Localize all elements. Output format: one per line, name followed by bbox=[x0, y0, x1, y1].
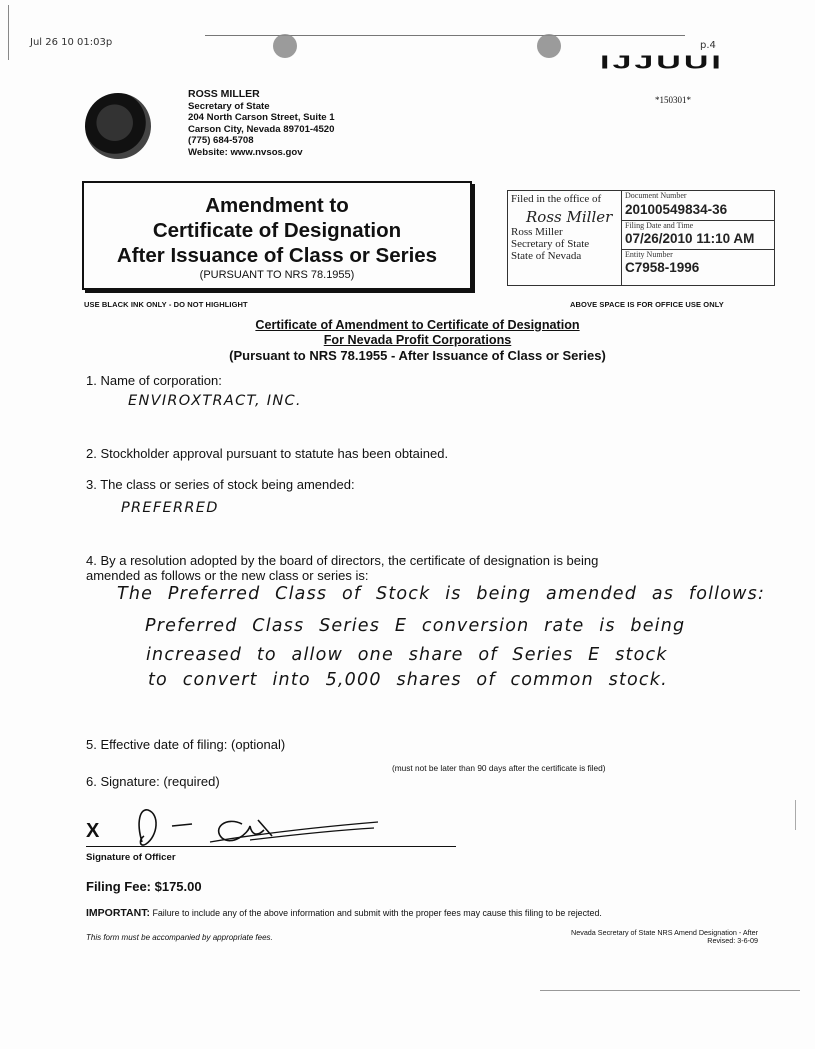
item-1-corporation-name: ENVIROXTRACT, INC. bbox=[128, 393, 302, 409]
item-6-label: 6. Signature: (required) bbox=[86, 774, 220, 789]
footer-fees-note: This form must be accompanied by appropriate fees. bbox=[86, 933, 273, 942]
sos-office-title: Secretary of State bbox=[511, 238, 590, 250]
document-number-label: Document Number bbox=[625, 191, 687, 200]
filing-date-time: 07/26/2010 11:10 AM bbox=[625, 231, 755, 246]
item-3-class-amended: PREFERRED bbox=[121, 500, 219, 516]
form-title-pursuant: (PURSUANT TO NRS 78.1955) bbox=[199, 269, 355, 281]
item-3-label: 3. The class or series of stock being amended: bbox=[86, 477, 355, 492]
barcode-text: *150301* bbox=[655, 95, 691, 105]
fax-page-number: p.4 bbox=[700, 40, 716, 51]
signature-x-mark: X bbox=[86, 820, 100, 842]
sos-address2: Carson City, Nevada 89701-4520 bbox=[188, 123, 335, 135]
official-signature: Ross Miller bbox=[526, 208, 613, 226]
entity-number: C7958-1996 bbox=[625, 260, 700, 275]
signature-line bbox=[86, 846, 456, 847]
sos-office-state: State of Nevada bbox=[511, 250, 582, 262]
black-ink-note: USE BLACK INK ONLY - DO NOT HIGHLIGHT bbox=[84, 300, 248, 309]
item-2-label: 2. Stockholder approval pursuant to statute has been obtained. bbox=[86, 446, 449, 461]
fax-bottom-rule bbox=[540, 990, 800, 991]
footer-form-id bbox=[500, 929, 758, 945]
certificate-heading bbox=[0, 318, 815, 363]
footer-form-name: Nevada Secretary of State NRS Amend Designation - After bbox=[571, 928, 758, 937]
item-5-label: 5. Effective date of filing: (optional) bbox=[86, 737, 286, 752]
sos-office-name: Ross Miller bbox=[511, 226, 563, 238]
important-label: IMPORTANT: bbox=[86, 907, 150, 919]
footer-revised: Revised: 3-6-09 bbox=[707, 936, 758, 945]
document-number-cell bbox=[622, 191, 774, 221]
secretary-of-state-block bbox=[188, 89, 335, 159]
amendment-line2: Preferred Class Series E conversion rate is being bbox=[145, 616, 686, 636]
officer-signature bbox=[130, 802, 390, 852]
item-4-label-line2: amended as follows or the new class or series is: bbox=[86, 568, 369, 583]
filing-number-top: IJJUUI bbox=[600, 52, 724, 73]
item-4-label-line1: 4. By a resolution adopted by the board of directors, the certificate of designation is being bbox=[86, 553, 599, 568]
form-title-line3: After Issuance of Class or Series bbox=[116, 244, 438, 267]
entity-number-label: Entity Number bbox=[625, 250, 673, 259]
entity-number-cell bbox=[622, 250, 774, 286]
signature-officer-label: Signature of Officer bbox=[86, 852, 176, 863]
sos-website: Website: www.nvsos.gov bbox=[188, 146, 303, 158]
item-5-note: (must not be later than 90 days after the certificate is filed) bbox=[392, 763, 606, 773]
filing-fee: Filing Fee: $175.00 bbox=[86, 879, 202, 894]
sos-title: Secretary of State bbox=[188, 100, 270, 112]
sos-name: ROSS MILLER bbox=[188, 88, 260, 100]
heading-line3: (Pursuant to NRS 78.1955 - After Issuance of Class or Series) bbox=[229, 348, 606, 363]
sos-phone: (775) 684-5708 bbox=[188, 135, 254, 147]
fax-edge-mark bbox=[8, 5, 9, 60]
punch-hole bbox=[273, 34, 297, 58]
filed-in-office-label: Filed in the office of bbox=[511, 193, 602, 205]
amendment-line1: The Preferred Class of Stock is being amended as follows: bbox=[117, 584, 766, 604]
heading-line1: Certificate of Amendment to Certificate of Designation bbox=[255, 318, 580, 332]
fax-timestamp: Jul 26 10 01:03p bbox=[30, 37, 113, 48]
nevada-seal-icon bbox=[85, 93, 151, 159]
office-use-note: ABOVE SPACE IS FOR OFFICE USE ONLY bbox=[570, 300, 724, 309]
sos-address1: 204 North Carson Street, Suite 1 bbox=[188, 112, 335, 124]
heading-line2: For Nevada Profit Corporations bbox=[323, 333, 512, 347]
form-title-box bbox=[82, 181, 472, 290]
important-text: Failure to include any of the above information and submit with the proper fees may cause this filing to be rejected. bbox=[152, 908, 602, 918]
fax-edge-mark bbox=[795, 800, 796, 830]
filing-date-cell bbox=[622, 221, 774, 250]
item-1-label: 1. Name of corporation: bbox=[86, 373, 222, 388]
document-number: 20100549834-36 bbox=[625, 202, 728, 217]
amendment-line3: increased to allow one share of Series E stock bbox=[146, 645, 668, 665]
amendment-line4: to convert into 5,000 shares of common stock. bbox=[148, 670, 668, 690]
form-title-line1: Amendment to bbox=[205, 194, 349, 217]
form-title-line2: Certificate of Designation bbox=[152, 219, 402, 242]
item-4-label bbox=[86, 553, 598, 583]
filing-date-label: Filing Date and Time bbox=[625, 221, 694, 230]
punch-hole bbox=[537, 34, 561, 58]
office-filing-stamp bbox=[507, 190, 775, 286]
important-note bbox=[86, 907, 602, 919]
